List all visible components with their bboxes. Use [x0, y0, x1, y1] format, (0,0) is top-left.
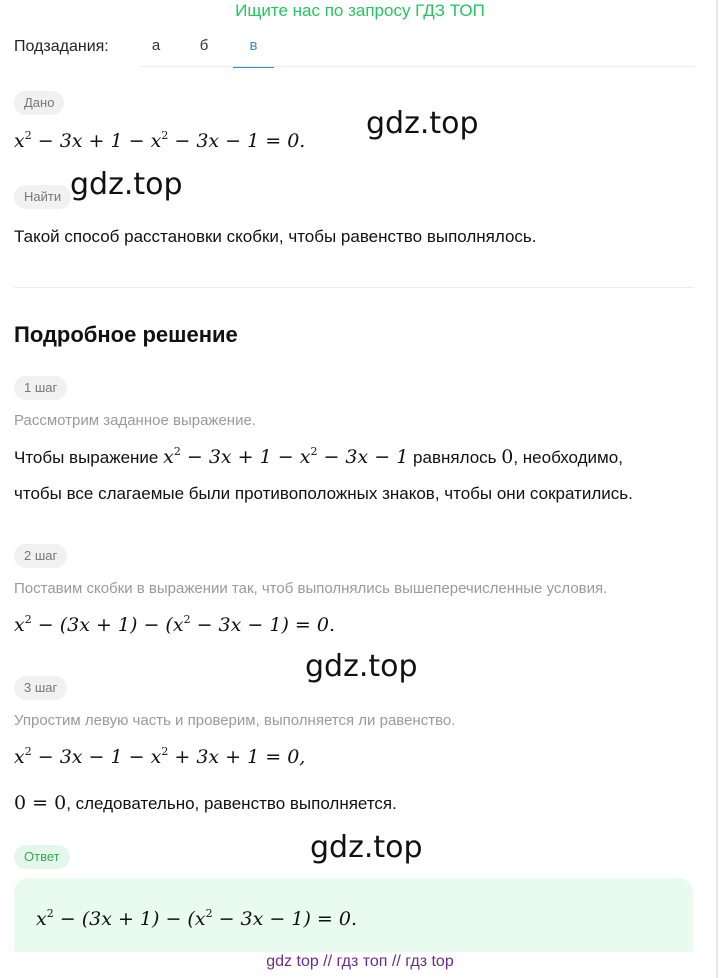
watermark: gdz.top — [310, 830, 423, 865]
given-formula: $x^2 - 3x + 1 - x^2 - 3x - 1 = 0$. — [14, 129, 306, 152]
answer-formula: $x^2 - (3x + 1) - (x^2 - 3x - 1) = 0$. — [36, 907, 357, 930]
step-2-hint: Поставим скобки в выражении так, чтоб выполнялись вышеперечисленные условия. — [14, 580, 608, 597]
subtasks-label: Подзадания: — [14, 38, 109, 55]
find-text: Такой способ расстановки скобки, чтобы равенство выполнялось. — [14, 227, 537, 246]
step-3-hint: Упростим левую часть и проверим, выполняется ли равенство. — [14, 712, 456, 729]
given-badge: Дано — [14, 91, 64, 115]
answer-box — [14, 878, 693, 952]
step-1-hint: Рассмотрим заданное выражение. — [14, 412, 256, 429]
step-3-result: 0 = 0, следовательно, равенство выполняется. — [14, 792, 397, 814]
step-2-formula: $x^2 - (3x + 1) - (x^2 - 3x - 1) = 0$. — [14, 613, 335, 636]
find-badge: Найти — [14, 185, 71, 209]
watermark: gdz.top — [70, 167, 183, 202]
step-3-badge: 3 шаг — [14, 676, 67, 700]
footer-link-gdz-top-mixed[interactable]: гдз top — [405, 953, 454, 970]
tab-v[interactable]: в — [233, 30, 274, 68]
footer-separator: // — [387, 953, 406, 970]
footer-link-gdz-top-ru[interactable]: гдз топ — [336, 953, 388, 970]
footer-link-gdz-top[interactable]: gdz top — [266, 953, 319, 970]
footer-separator: // — [318, 953, 337, 970]
scrollbar-track[interactable] — [716, 0, 718, 978]
tabs-divider — [140, 66, 695, 67]
step-3-formula: $x^2 - 3x - 1 - x^2 + 3x + 1 = 0$, — [14, 745, 306, 768]
tab-a[interactable]: а — [151, 37, 161, 54]
footer-links — [0, 953, 720, 971]
step-1-badge: 1 шаг — [14, 376, 67, 400]
solution-title: Подробное решение — [14, 322, 238, 347]
answer-badge: Ответ — [14, 845, 70, 869]
watermark: gdz.top — [366, 106, 479, 141]
section-divider — [14, 287, 694, 288]
step-1-line-1: Чтобы выражение $x^2 - 3x + 1 - x^2 - 3x - 1$ равнялось 0, необходимо, — [14, 445, 623, 468]
promo-banner[interactable]: Ищите нас по запросу ГДЗ ТОП — [235, 1, 485, 20]
watermark: gdz.top — [305, 649, 418, 684]
step-1-line-2: чтобы все слагаемые были противоположных знаков, чтобы они сократились. — [14, 484, 633, 503]
tab-b[interactable]: б — [199, 37, 209, 54]
step-2-badge: 2 шаг — [14, 544, 67, 568]
